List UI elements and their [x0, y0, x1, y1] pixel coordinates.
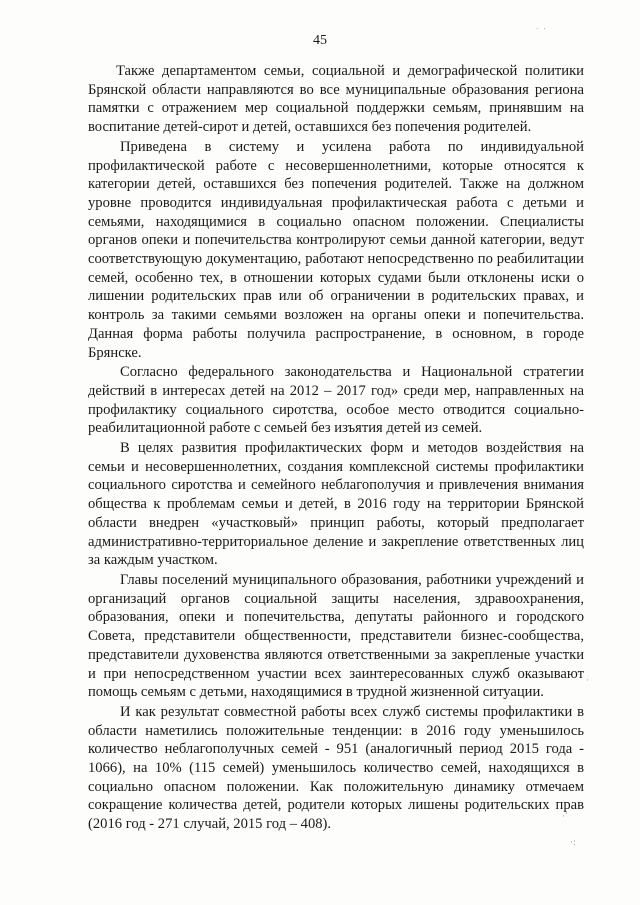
document-body: [88, 62, 584, 834]
paragraph-1: Также департаментом семьи, социальной и демографической политики Брянской области направляются во все муниципальные образования региона памятки с отражением мер социальной поддержки семьям, принявшим на воспитание детей-сирот и детей, оставшихся без попечения родителей.: [88, 63, 584, 136]
paragraph-5: Главы поселений муниципального образования, работники учреждений и организаций органов социальной защиты населения, здравоохранения, образования, опеки и попечительства, депутаты районного и городского Совета, представители общественности, представители бизнес-сообщества, представители духовенства являются ответственными за закрепленые участки и при непосредственном участии всех заинтересованных служб оказывают помощь семьям с детьми, находящимися в трудной жизненной ситуации.: [88, 571, 584, 701]
page-number: 45: [313, 33, 327, 48]
scan-speck: ·:: [570, 838, 576, 848]
scan-speck: ·: [586, 676, 589, 686]
scan-speck: ˙ ˙: [535, 28, 547, 38]
scan-speck: ·ʼ: [562, 812, 568, 822]
paragraph-6: И как результат совместной работы всех служб системы профилактики в области наметились положительные тенденции: в 2016 году уменьшилось количество неблагополучных семей - 951 (аналогичный период 2015 года - 1066), на 10% (115 семей) уменьшилось количество семей, находящихся в социально опасном положении. Как положительную динамику отмечаем сокращение количества детей, родители которых лишены родительских прав (2016 год - 271 случай, 2015 год – 408).: [88, 703, 584, 833]
paragraph-3: Согласно федерального законодательства и Национальной стратегии действий в интересах детей на 2012 – 2017 год» среди мер, направленных на профилактику социального сиротства, особое место отводится социально-реабилитационной работе с семьей без изъятия детей из семей.: [88, 364, 584, 437]
paragraph-2: Приведена в систему и усилена работа по индивидуальной профилактической работе с несовершеннолетними, которые относятся к категории детей, оставшихся без попечения родителей. Также на должном уровне проводится индивидуальная профилактическая работа с детьми и семьями, находящимися в социально опасном положении. Специалисты органов опеки и попечительства контролируют семьи данной категории, ведут соответствующую документацию, работают непосредственно по реабилитации семей, особенно тех, в отношении которых судами были отклонены иски о лишении родительских прав или об ограничении в родительских правах, и контроль за такими семьями возложен на органы опеки и попечительства. Данная форма работы получила распространение, в основном, в городе Брянске.: [88, 138, 584, 361]
paragraph-4: В целях развития профилактических форм и методов воздействия на семьи и несовершеннолетних, создания комплексной системы профилактики социального сиротства и семейного неблагополучия и привлечения внимания общества к проблемам семьи и детей, в 2016 году на территории Брянской области внедрен «участковый» принцип работы, который предполагает административно-территориальное деление и закрепление ответственных лиц за каждым участком.: [88, 440, 584, 569]
